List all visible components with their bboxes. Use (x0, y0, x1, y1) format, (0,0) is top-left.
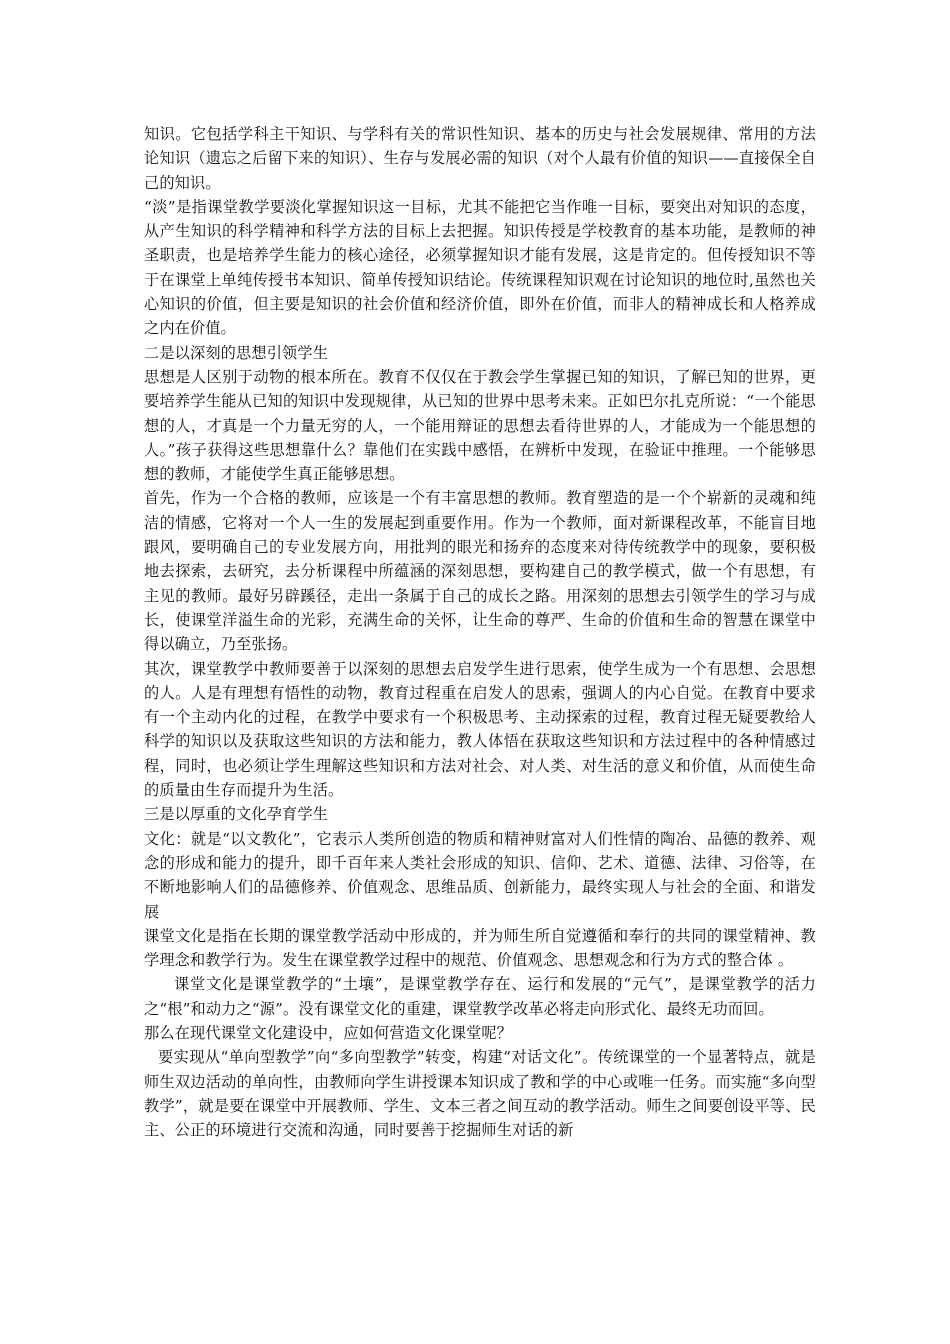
paragraph-dan-definition: “淡”是指课堂教学要淡化掌握知识这一目标，尤其不能把它当作唯一目标，要突出对知识的态度，从产生知识的科学精神和科学方法的目标上去把握。知识传授是学校教育的基本功能，是教师的神圣职责，也是培养学生能力的核心途径，必须掌握知识才能有发展，这是肯定的。但传授知识不等于在课堂上单纯传授书本知识、简单传授知识结论。传统课程知识观在讨论知识的地位时,虽然也关心知识的价值，但主要是知识的社会价值和经济价值，即外在价值，而非人的精神成长和人格养成之内在价值。 (144, 197, 816, 338)
paragraph-culture-soil: 课堂文化是课堂教学的“土壤”，是课堂教学存在、运行和发展的“元气”，是课堂教学的活力之“根”和动力之“源”。没有课堂文化的重建，课堂教学改革必将走向形式化、最终无功而回。 (144, 975, 816, 1018)
paragraph-classroom-culture: 课堂文化是指在长期的课堂教学活动中形成的，并为师生所自觉遵循和奉行的共同的课堂精神、教学理念和教学行为。发生在课堂教学过程中的规范、价值观念、思想观念和行为方式的整合体 。 (144, 926, 816, 970)
paragraph-thought-intro: 思想是人区别于动物的根本所在。教育不仅仅在于教会学生掌握已知的知识，了解已知的世界，更要培养学生能从已知的知识中发现规律，从已知的世界中思考未来。正如巴尔扎克所说：“一个能思想的人，才真是一个力量无穷的人，一个能用辩证的思想去看待世界的人，才能成为一个能思想的人。”孩子获得这些思想靠什么？靠他们在实践中感悟，在辨析中发现，在验证中推理。一个能够思想的教师，才能使学生真正能够思想。 (144, 367, 816, 484)
section-heading-thought: 二是以深刻的思想引领学生 (144, 343, 329, 362)
document-body (144, 122, 816, 1142)
paragraph-culture-definition: 文化：就是“以文教化”，它表示人类所创造的物质和精神财富对人们性情的陶冶、品德的教养、观念的形成和能力的提升，即千百年来人类社会形成的知识、信仰、艺术、道德、法律、习俗等，在不断地影响人们的品德修养、价值观念、思维品质、创新能力，最终实现人与社会的全面、和谐发展 (144, 829, 816, 921)
paragraph-dialogue-culture: 要实现从“单向型教学”向“多向型教学”转变，构建“对话文化”。传统课堂的一个显著特点，就是师生双边活动的单向性，由教师向学生讲授课本知识成了教和学的中心或唯一任务。而实施“多向型教学”，就是要在课堂中开展教师、学生、文本三者之间互动的教学活动。师生之间要创设平等、民主、公正的环境进行交流和沟通，同时要善于挖掘师生对话的新 (144, 1048, 816, 1140)
paragraph-question: 那么在现代课堂文化建设中，应如何营造文化课堂呢？ (144, 1023, 513, 1042)
paragraph-first-teacher: 首先，作为一个合格的教师，应该是一个有丰富思想的教师。教育塑造的是一个个崭新的灵魂和纯洁的情感，它将对一个人一生的发展起到重要作用。作为一个教师，面对新课程改革，不能盲目地跟风，要明确自己的专业发展方向，用批判的眼光和扬弃的态度来对待传统教学中的现象，要积极地去探索，去研究，去分析课程中所蕴涵的深刻思想，要构建自己的教学模式，做一个有思想，有主见的教师。最好另辟蹊径，走出一条属于自己的成长之路。用深刻的思想去引领学生的学习与成长，使课堂洋溢生命的光彩，充满生命的关怀，让生命的尊严、生命的价值和生命的智慧在课堂中得以确立，乃至张扬。 (144, 489, 816, 654)
paragraph-knowledge-types: 知识。它包括学科主干知识、与学科有关的常识性知识、基本的历史与社会发展规律、常用的方法论知识（遗忘之后留下来的知识）、生存与发展必需的知识（对个人最有价值的知识——直接保全自己的知识。 (144, 125, 816, 192)
section-heading-culture: 三是以厚重的文化孕育学生 (144, 805, 329, 824)
paragraph-second-teaching: 其次，课堂教学中教师要善于以深刻的思想去启发学生进行思索，使学生成为一个有思想、会思想的人。人是有理想有悟性的动物，教育过程重在启发人的思索，强调人的内心自觉。在教育中要求有一个主动内化的过程，在教学中要求有一个积极思考、主动探索的过程，教育过程无疑要教给人科学的知识以及获取这些知识的方法和能力，教人体悟在获取这些知识和方法过程中的各种情感过程，同时，也必须让学生理解这些知识和方法对社会、对人类、对生活的意义和价值，从而使生命的质量由生存而提升为生活。 (144, 659, 816, 800)
